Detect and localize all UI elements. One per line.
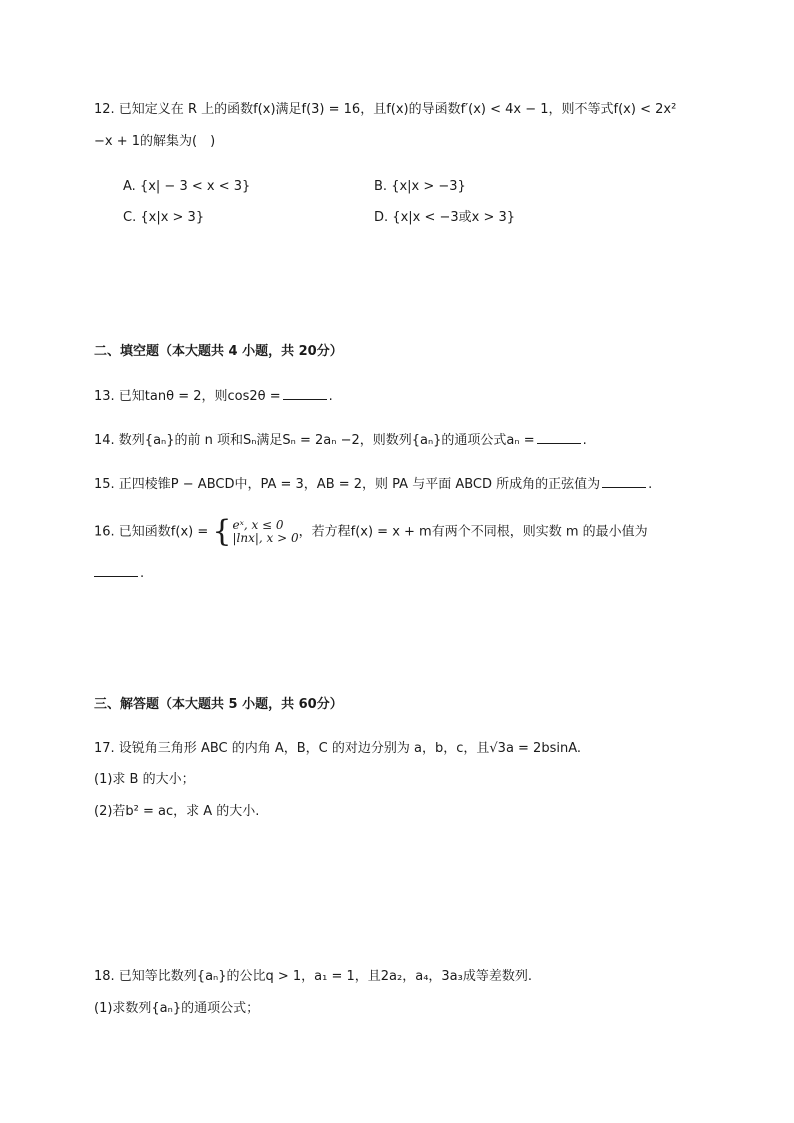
- section-heading-solutions: 三、解答题（本大题共 5 小题，共 60分）: [94, 697, 343, 712]
- q18-part1: (1)求数列{aₙ}的通项公式；: [94, 1001, 260, 1016]
- q15-end: .: [648, 477, 653, 492]
- option-text: {x| − 3 < x < 3}: [139, 179, 251, 194]
- answer-blank: [602, 475, 646, 488]
- option-label: A.: [123, 179, 136, 194]
- q15-text: 15. 正四棱锥P − ABCD中，PA = 3，AB = 2，则 PA 与平面 ABCD 所成角的正弦值为: [94, 477, 601, 492]
- q16-end: .: [140, 566, 145, 581]
- q16: [94, 514, 648, 549]
- brace-glyph: {: [212, 514, 232, 549]
- piecewise-function: [212, 514, 299, 549]
- option-text: {x|x > −3}: [391, 179, 466, 194]
- answer-blank: [283, 387, 327, 400]
- option-text: {x|x > 3}: [140, 210, 205, 225]
- option-text: {x|x < −3或x > 3}: [392, 210, 516, 225]
- answer-blank: [94, 564, 138, 577]
- q13: [94, 387, 333, 406]
- q12-option-b: [374, 178, 466, 196]
- q16-prefix: 16. 已知函数f(x) =: [94, 524, 209, 540]
- q13-end: .: [328, 389, 333, 404]
- option-label: C.: [123, 210, 137, 225]
- q13-text: 13. 已知tanθ = 2，则cos2θ =: [94, 389, 281, 404]
- case-1: eˣ, x ≤ 0: [232, 518, 284, 532]
- q17-part1: (1)求 B 的大小；: [94, 772, 195, 787]
- q18-stem: 18. 已知等比数列{aₙ}的公比q > 1，a₁ = 1，且2a₂，a₄，3a₃成等差数列.: [94, 969, 532, 984]
- q12-option-a: [123, 178, 250, 196]
- q15: [94, 475, 652, 494]
- piecewise-cases: [232, 519, 298, 545]
- q12-option-d: [374, 209, 515, 227]
- q17-part2: (2)若b² = ac，求 A 的大小.: [94, 804, 260, 819]
- q14: [94, 431, 587, 450]
- option-label: D.: [374, 210, 389, 225]
- q12-line1: 12. 已知定义在 R 上的函数f(x)满足f(3) = 16，且f(x)的导函数f′(x) < 4x − 1，则不等式f(x) < 2x²: [94, 102, 677, 117]
- q12-option-c: [123, 209, 204, 227]
- q17-stem: 17. 设锐角三角形 ABC 的内角 A，B，C 的对边分别为 a，b，c，且√3a = 2bsinA.: [94, 741, 582, 756]
- q14-end: .: [582, 433, 587, 448]
- option-label: B.: [374, 179, 388, 194]
- q16-answer-line: [94, 564, 144, 583]
- q16-suffix: ，若方程f(x) = x + m有两个不同根，则实数 m 的最小值为: [298, 524, 648, 540]
- q14-text: 14. 数列{aₙ}的前 n 项和Sₙ满足Sₙ = 2aₙ −2，则数列{aₙ}的通项公式aₙ =: [94, 433, 535, 448]
- answer-blank: [537, 431, 581, 444]
- section-heading-fill-blank: 二、填空题（本大题共 4 小题，共 20分）: [94, 344, 343, 359]
- q12-line2: −x + 1的解集为( ): [94, 134, 216, 149]
- case-2: |lnx|, x > 0: [232, 531, 299, 545]
